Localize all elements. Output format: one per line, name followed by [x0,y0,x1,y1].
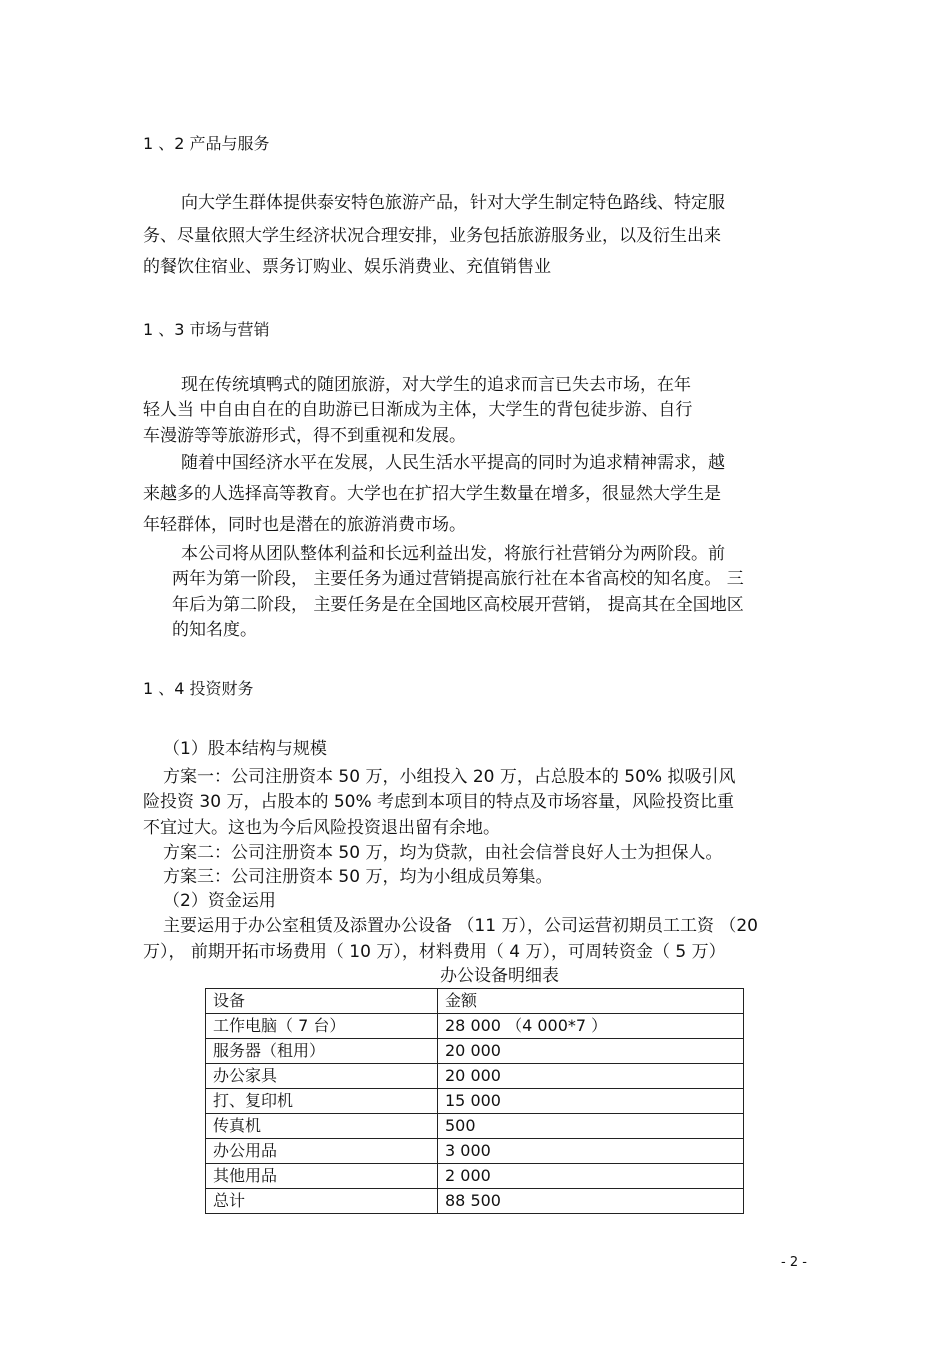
text-line: 两年为第一阶段， 主要任务为通过营销提高旅行社在本省高校的知名度。 三 [172,569,744,589]
table-caption: 办公设备明细表 [440,966,559,986]
text-line: 方案一：公司注册资本 50 万，小组投入 20 万，占总股本的 50% 拟吸引风 [163,767,736,787]
plan-3: 方案三：公司注册资本 50 万，均为小组成员筹集。 [163,867,553,887]
table-row [206,1164,744,1189]
text-line: 轻人当 中自由自在的自助游已日渐成为主体，大学生的背包徒步游、自行 [143,400,693,420]
equipment-cell: 办公家具 [206,1064,438,1089]
amount-cell: 500 [438,1114,744,1139]
equipment-cell: 其他用品 [206,1164,438,1189]
amount-cell: 28 000 （4 000*7 ） [438,1014,744,1039]
amount-cell: 20 000 [438,1039,744,1064]
table-row [206,1114,744,1139]
text-line: 来越多的人选择高等教育。大学也在扩招大学生数量在增多，很显然大学生是 [143,484,721,504]
text-line: 险投资 30 万，占股本的 50% 考虑到本项目的特点及市场容量，风险投资比重 [143,792,735,812]
text-line: 的餐饮住宿业、票务订购业、娱乐消费业、充值销售业 [143,257,551,277]
subheading-fund-usage: （2）资金运用 [163,891,276,911]
header-amount: 金额 [438,989,744,1014]
text-line: 现在传统填鸭式的随团旅游，对大学生的追求而言已失去市场，在年 [181,375,691,395]
table-row [206,1064,744,1089]
section-heading-1-3: 1 、3 市场与营销 [143,320,270,339]
text-line: 万）， 前期开拓市场费用（ 10 万），材料费用（ 4 万），可周转资金（ 5 万） [143,942,726,962]
amount-cell: 20 000 [438,1064,744,1089]
equipment-cell: 总计 [206,1189,438,1214]
text-line: 本公司将从团队整体利益和长远利益出发，将旅行社营销分为两阶段。前 [181,544,725,564]
table-row [206,1139,744,1164]
table-row [206,1014,744,1039]
equipment-cell: 办公用品 [206,1139,438,1164]
page-number: - 2 - [781,1255,807,1270]
equipment-cell: 工作电脑（ 7 台） [206,1014,438,1039]
header-equipment: 设备 [206,989,438,1014]
table-row [206,1089,744,1114]
section-heading-1-4: 1 、4 投资财务 [143,679,254,698]
text-line: 向大学生群体提供泰安特色旅游产品，针对大学生制定特色路线、特定服 [181,193,725,213]
equipment-cell: 服务器（租用） [206,1039,438,1064]
table-row [206,1039,744,1064]
text-line: 不宜过大。这也为今后风险投资退出留有余地。 [143,818,500,838]
table-row-total [206,1189,744,1214]
amount-cell: 2 000 [438,1164,744,1189]
text-line: 主要运用于办公室租赁及添置办公设备 （11 万），公司运营初期员工工资 （20 [163,916,758,936]
equipment-cell: 传真机 [206,1114,438,1139]
amount-cell: 3 000 [438,1139,744,1164]
text-line: 务、尽量依照大学生经济状况合理安排，业务包括旅游服务业，以及衍生出来 [143,226,721,246]
text-line: 年轻群体，同时也是潜在的旅游消费市场。 [143,515,466,535]
text-line: 年后为第二阶段， 主要任务是在全国地区高校展开营销， 提高其在全国地区 [172,595,744,615]
section-heading-1-2: 1 、2 产品与服务 [143,134,270,153]
table-header-row [206,989,744,1014]
text-line: 车漫游等等旅游形式，得不到重视和发展。 [143,426,466,446]
amount-cell: 88 500 [438,1189,744,1214]
equipment-table [205,988,744,1214]
text-line: 的知名度。 [172,620,257,640]
amount-cell: 15 000 [438,1089,744,1114]
plan-2: 方案二：公司注册资本 50 万，均为贷款，由社会信誉良好人士为担保人。 [163,843,723,863]
text-line: 随着中国经济水平在发展，人民生活水平提高的同时为追求精神需求，越 [181,453,725,473]
subheading-equity-structure: （1）股本结构与规模 [163,739,327,759]
equipment-cell: 打、复印机 [206,1089,438,1114]
